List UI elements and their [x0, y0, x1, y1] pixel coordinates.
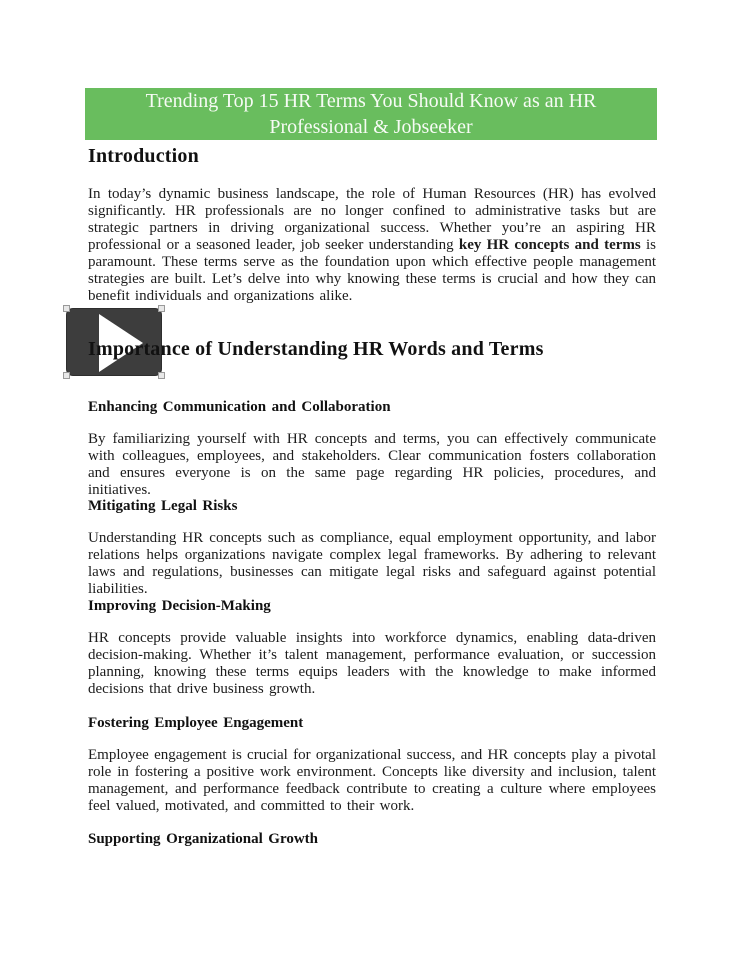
- paragraph-improving-decision-making: HR concepts provide valuable insights into workforce dynamics, enabling data-driven decision-making. Whether it’s talent management, performance evaluation, or succession planning, knowing these terms equips leaders with the knowledge to make informed decisions that drive business growth.: [88, 630, 656, 697]
- introduction-paragraph: [88, 186, 656, 305]
- resize-handle-nw[interactable]: [63, 305, 70, 312]
- introduction-paragraph-bold: key HR concepts and terms: [458, 237, 641, 253]
- resize-handle-sw[interactable]: [63, 372, 70, 379]
- introduction-heading: Introduction: [88, 145, 199, 167]
- paragraph-enhancing-communication: By familiarizing yourself with HR concepts and terms, you can effectively communicate with colleagues, employees, and stakeholders. Clear communication fosters collaboration and ensures everyone is on the same page regarding HR policies, procedures, and initiatives.: [88, 431, 656, 498]
- paragraph-mitigating-legal-risks: Understanding HR concepts such as compliance, equal employment opportunity, and labor relations helps organizations navigate complex legal frameworks. By adhering to relevant laws and regulations, businesses can mitigate legal risks and safeguard against potential liabilities.: [88, 530, 656, 597]
- subheading-supporting-organizational-growth: Supporting Organizational Growth: [88, 831, 319, 847]
- subheading-enhancing-communication: Enhancing Communication and Collaboration: [88, 399, 391, 415]
- title-banner-line2: Professional & Jobseeker: [269, 116, 473, 138]
- resize-handle-ne[interactable]: [158, 305, 165, 312]
- introduction-paragraph-post: is paramount. These terms serve as the foundation upon which effective people management strategies are built. Let’s delve into why knowing these terms is crucial and how they can benefit individuals and organizations alike.: [88, 237, 656, 304]
- subheading-mitigating-legal-risks: Mitigating Legal Risks: [88, 498, 238, 514]
- resize-handle-se[interactable]: [158, 372, 165, 379]
- importance-heading: Importance of Understanding HR Words and Terms: [88, 338, 544, 360]
- paragraph-fostering-employee-engagement: Employee engagement is crucial for organizational success, and HR concepts play a pivotal role in fostering a positive work environment. Concepts like diversity and inclusion, talent management, and performance feedback contribute to creating a culture where employees feel valued, motivated, and committed to their work.: [88, 747, 656, 814]
- subheading-fostering-employee-engagement: Fostering Employee Engagement: [88, 715, 304, 731]
- subheading-improving-decision-making: Improving Decision-Making: [88, 598, 271, 614]
- introduction-paragraph-pre: In today’s dynamic business landscape, the role of Human Resources (HR) has evolved significantly. HR professionals are no longer confined to administrative tasks but are strategic partners in driving organizational success. Whether you’re an aspiring HR professional or a seasoned leader, job seeker understanding: [88, 186, 656, 253]
- title-banner-line1: Trending Top 15 HR Terms You Should Know as an HR: [145, 90, 597, 112]
- title-banner: [85, 88, 657, 140]
